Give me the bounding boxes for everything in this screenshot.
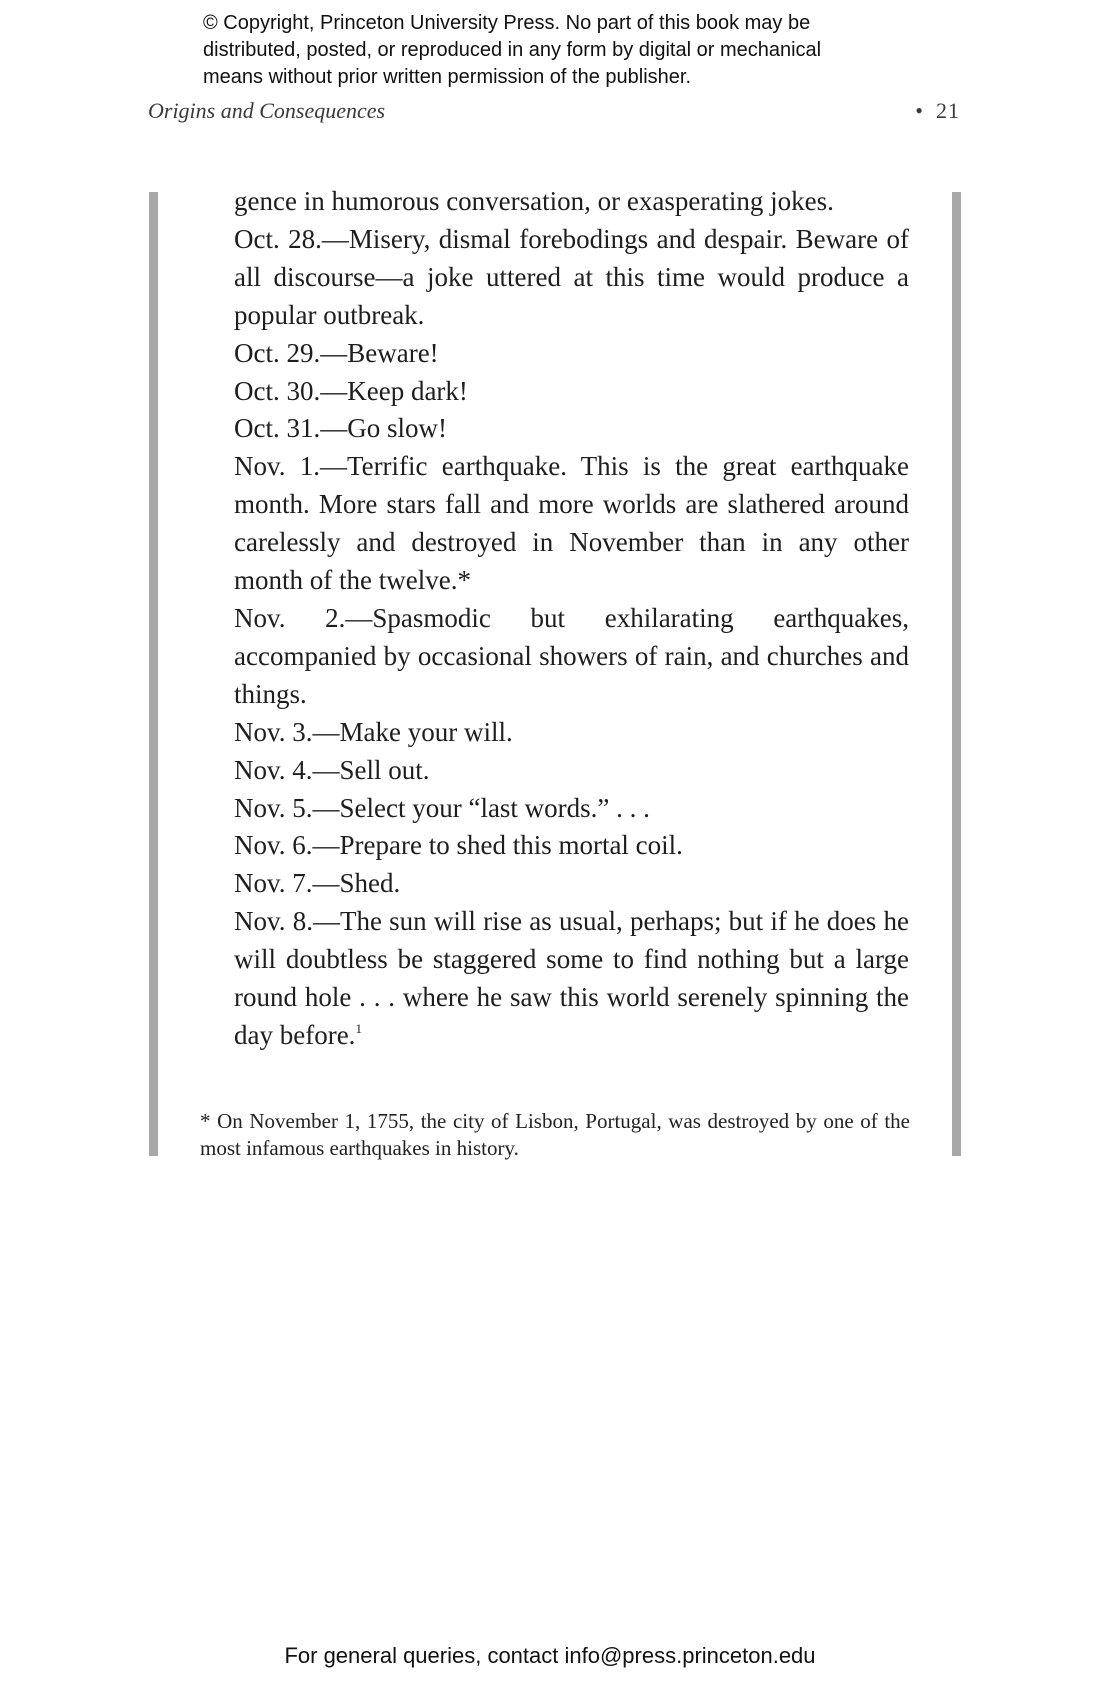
paragraph: Nov. 1.—Terrific earthquake. This is the great earthquake month. More stars fall and more worlds are slathered around carelessly and destroyed in November than in any other month of the twelve.* bbox=[234, 451, 909, 596]
copyright-line: © Copyright, Princeton University Press. No part of this book may be bbox=[203, 12, 811, 34]
footnote: * On November 1, 1755, the city of Lisbon, Portugal, was destroyed by one of the most infamous earthquakes in history. bbox=[200, 1109, 910, 1160]
paragraph: Nov. 5.—Select your “last words.” . . . bbox=[234, 792, 650, 823]
running-head bbox=[148, 96, 960, 130]
page-number: 21 bbox=[936, 98, 960, 123]
paragraph-text: Nov. 8.—The sun will rise as usual, perhaps; but if he does he will doubtless be staggered some to find nothing but a large round hole . . . where he saw this world serenely spinning the day before. bbox=[234, 906, 909, 1050]
paragraph-last bbox=[234, 903, 909, 1055]
paragraph: Nov. 6.—Prepare to shed this mortal coil. bbox=[234, 830, 683, 861]
bullet-icon: • bbox=[915, 98, 924, 123]
extract-left-rule bbox=[149, 192, 158, 1156]
extract-body bbox=[234, 183, 909, 1055]
paragraph: Nov. 3.—Make your will. bbox=[234, 716, 513, 747]
paragraph: Oct. 30.—Keep dark! bbox=[234, 375, 468, 406]
footer-contact: For general queries, contact info@press.princeton.edu bbox=[284, 1643, 816, 1668]
paragraph: Nov. 2.—Spasmodic but exhilarating earthquakes, accompanied by occasional showers of rain, and churches and things. bbox=[234, 602, 909, 709]
paragraph: Nov. 7.—Shed. bbox=[234, 868, 401, 899]
page-number-block bbox=[915, 96, 960, 126]
running-head-title: Origins and Consequences bbox=[148, 98, 386, 123]
paragraph: Oct. 29.—Beware! bbox=[234, 337, 439, 368]
paragraph: gence in humorous conversation, or exasperating jokes. bbox=[234, 186, 834, 216]
paragraph: Oct. 31.—Go slow! bbox=[234, 413, 447, 444]
extract-right-rule bbox=[952, 192, 961, 1156]
copyright-line: means without prior written permission of the publisher. bbox=[203, 66, 692, 88]
paragraph: Nov. 4.—Sell out. bbox=[234, 754, 430, 785]
copyright-notice bbox=[203, 10, 923, 91]
endnote-marker: 1 bbox=[355, 1020, 362, 1036]
copyright-line: distributed, posted, or reproduced in any form by digital or mechanical bbox=[203, 39, 822, 61]
paragraph: Oct. 28.—Misery, dismal forebodings and despair. Beware of all discourse—a joke uttered at this time would produce a popular outbreak. bbox=[234, 223, 909, 330]
